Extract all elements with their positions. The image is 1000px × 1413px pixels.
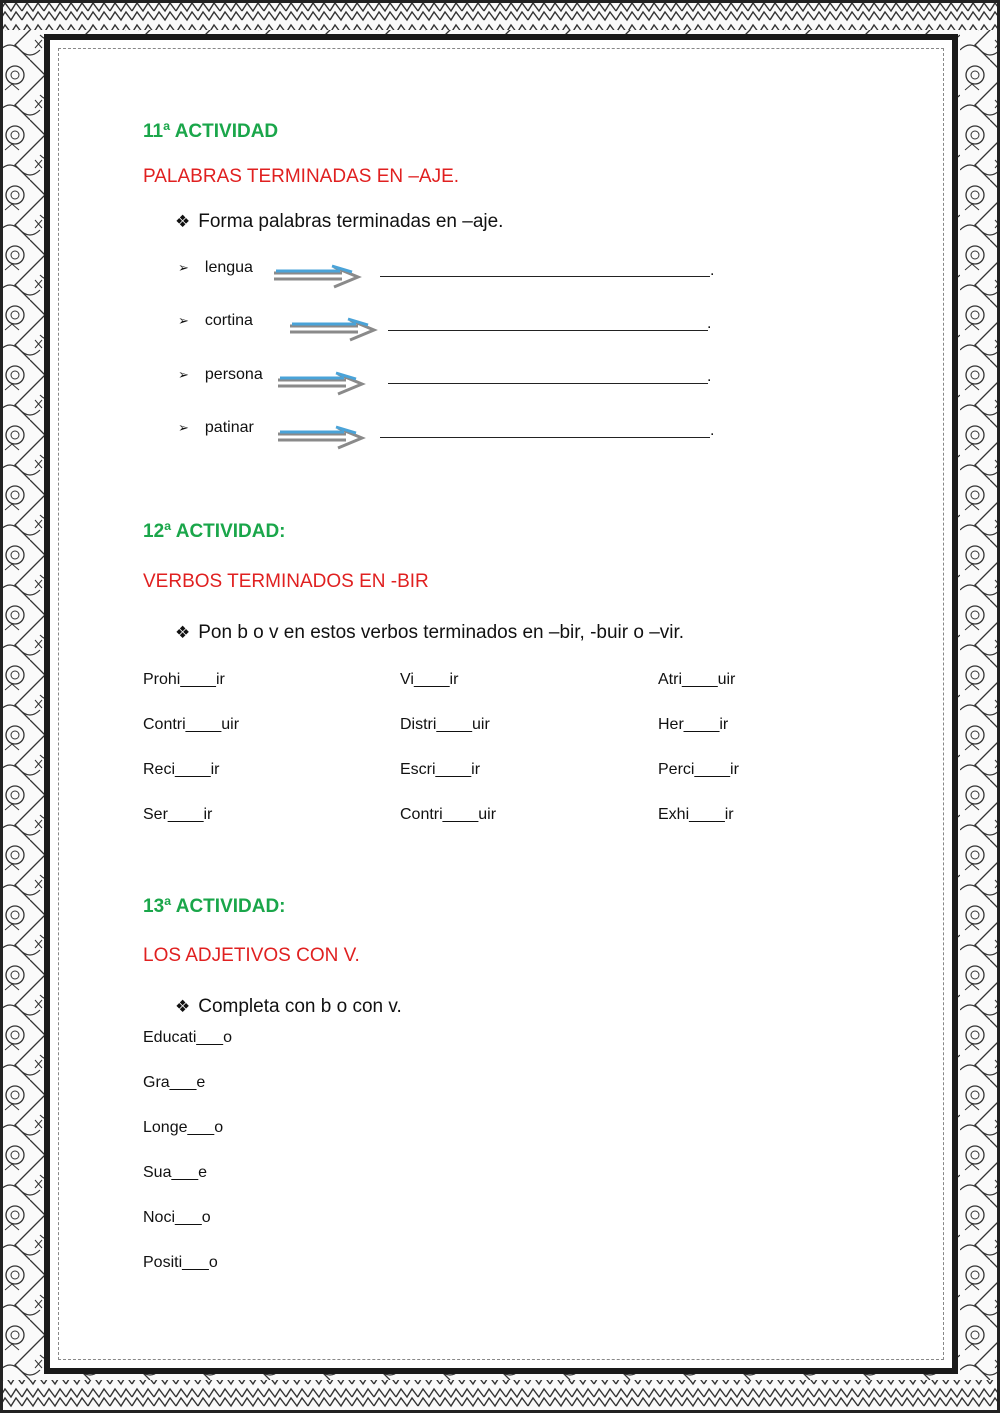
adjective-exercise[interactable]: Gra___e: [143, 1074, 206, 1091]
activity11-subtitle: PALABRAS TERMINADAS EN –AJE.: [143, 166, 460, 187]
verb-exercise[interactable]: Distri____uir: [400, 716, 490, 733]
verb-exercise[interactable]: Perci____ir: [658, 761, 739, 778]
activity11-item-word: lengua: [204, 259, 253, 276]
verb-exercise[interactable]: Prohi____ir: [143, 671, 225, 688]
diamond-bullet-icon: ❖: [175, 212, 191, 231]
activity12-instruction-text: Pon b o v en estos verbos terminados en –bir, -buir o –vir.: [198, 622, 685, 643]
activity11-item-word: cortina: [204, 312, 253, 329]
activity11-item-word: persona: [204, 366, 263, 383]
line-end-period: .: [710, 422, 715, 439]
verb-exercise[interactable]: Exhi____ir: [658, 806, 734, 823]
arrowhead-bullet-icon: ➢: [178, 367, 189, 382]
arrowhead-bullet-icon: ➢: [178, 260, 189, 275]
verb-exercise[interactable]: Her____ir: [658, 716, 729, 733]
verb-exercise[interactable]: Escri____ir: [400, 761, 481, 778]
answer-line[interactable]: [380, 437, 710, 438]
adjective-exercise[interactable]: Educati___o: [143, 1029, 232, 1046]
arrowhead-bullet-icon: ➢: [178, 420, 189, 435]
adjective-exercise[interactable]: Positi___o: [143, 1254, 218, 1271]
activity11-instruction: [175, 211, 503, 233]
answer-line[interactable]: [388, 330, 708, 331]
double-arrow-icon: [276, 424, 366, 450]
activity12-title: 12ª ACTIVIDAD:: [143, 521, 286, 542]
activity13-instruction: [175, 996, 402, 1018]
line-end-period: .: [707, 315, 712, 332]
activity13-instruction-text: Completa con b o con v.: [198, 996, 402, 1017]
verb-exercise[interactable]: Atri____uir: [658, 671, 736, 688]
verb-exercise[interactable]: Reci____ir: [143, 761, 220, 778]
diamond-bullet-icon: ❖: [175, 623, 191, 642]
activity12-subtitle: VERBOS TERMINADOS EN -BIR: [143, 571, 429, 592]
activity11-item: [178, 366, 263, 384]
answer-line[interactable]: [380, 276, 710, 277]
adjective-exercise[interactable]: Sua___e: [143, 1164, 208, 1181]
double-arrow-icon: [272, 263, 362, 289]
verb-exercise[interactable]: Vi____ir: [400, 671, 459, 688]
activity11-item-word: patinar: [204, 419, 254, 436]
verb-exercise[interactable]: Ser____ir: [143, 806, 213, 823]
line-end-period: .: [710, 262, 715, 279]
activity11-item: [178, 312, 253, 330]
diamond-bullet-icon: ❖: [175, 997, 191, 1016]
adjective-exercise[interactable]: Longe___o: [143, 1119, 224, 1136]
double-arrow-icon: [288, 316, 378, 342]
line-end-period: .: [707, 368, 712, 385]
activity13-subtitle: LOS ADJETIVOS CON V.: [143, 945, 360, 966]
activity11-instruction-text: Forma palabras terminadas en –aje.: [198, 211, 504, 232]
activity11-title: 11ª ACTIVIDAD: [143, 121, 279, 142]
activity11-item: [178, 259, 253, 277]
arrowhead-bullet-icon: ➢: [178, 313, 189, 328]
answer-line[interactable]: [388, 383, 708, 384]
activity11-item: [178, 419, 254, 437]
double-arrow-icon: [276, 370, 366, 396]
verb-exercise[interactable]: Contri____uir: [400, 806, 497, 823]
verb-exercise[interactable]: Contri____uir: [143, 716, 240, 733]
activity12-instruction: [175, 622, 684, 644]
adjective-exercise[interactable]: Noci___o: [143, 1209, 211, 1226]
activity13-title: 13ª ACTIVIDAD:: [143, 896, 286, 917]
